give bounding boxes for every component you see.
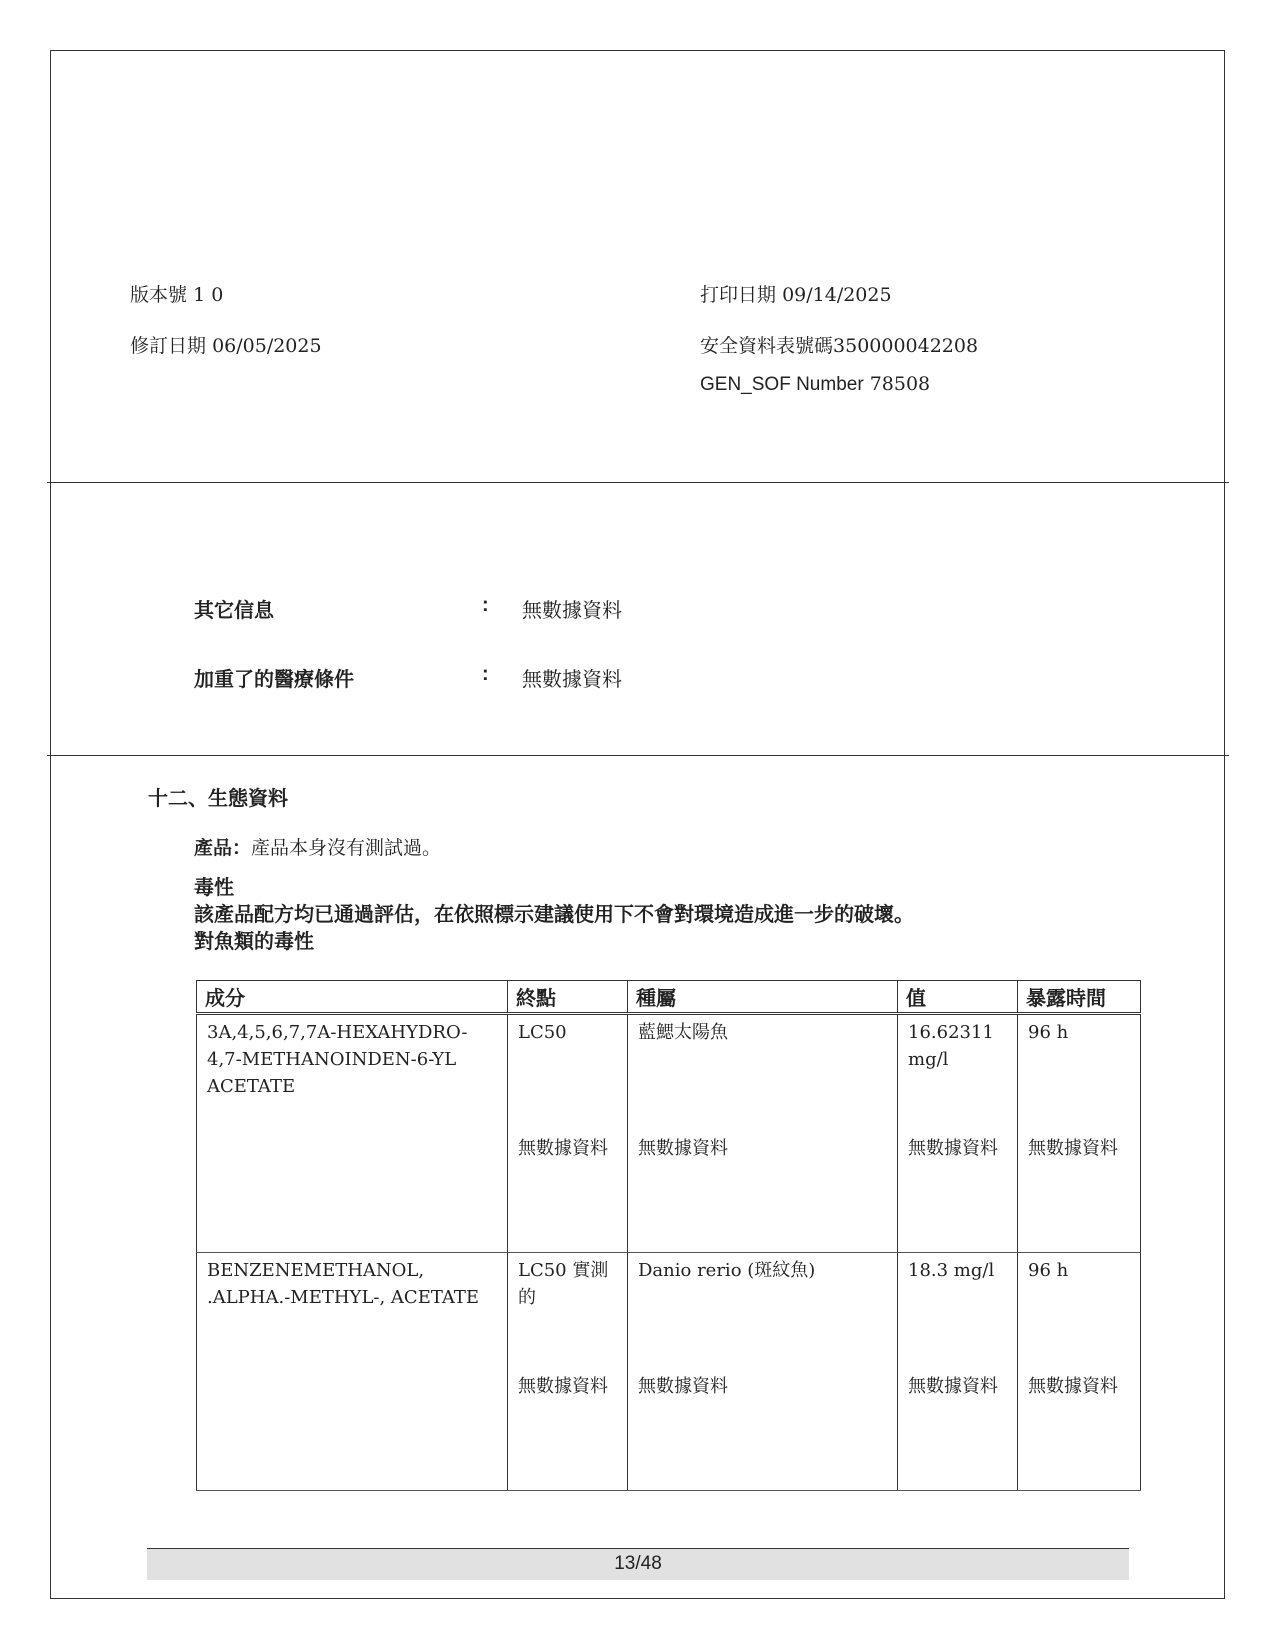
version-line — [130, 280, 223, 307]
print-date-line — [700, 280, 892, 307]
fish-toxicity-table — [196, 980, 1141, 1491]
version-value: 1 0 — [193, 284, 224, 306]
table-header-row — [197, 981, 1141, 1014]
toxicity-statement: 該產品配方均已通過評估，在依照標示建議使用下不會對環境造成進一步的破壞。 — [194, 904, 914, 926]
cell-ingredient — [197, 1369, 508, 1491]
print-date-value: 09/14/2025 — [782, 284, 892, 306]
gen-sof-value: 78508 — [869, 373, 931, 395]
toxicity-heading: 毒性 — [194, 877, 234, 899]
cell-ingredient — [197, 1131, 508, 1253]
cell-exposure: 無數據資料 — [1018, 1131, 1141, 1253]
sds-number-line — [700, 331, 978, 358]
cell-exposure: 96 h — [1018, 1253, 1141, 1370]
medical-conditions-label: 加重了的醫療條件 — [194, 669, 354, 691]
cell-ingredient: 3A,4,5,6,7,7A-HEXAHYDRO-4,7-METHANOINDEN-6-YL ACETATE — [197, 1014, 508, 1132]
page-footer — [147, 1548, 1129, 1580]
table-row — [197, 1369, 1141, 1491]
revision-line — [130, 331, 322, 358]
section-divider — [47, 755, 1229, 756]
version-label: 版本號 — [130, 284, 188, 306]
page-number: 13/48 — [614, 1553, 662, 1574]
cell-value: 16.62311 mg/l — [898, 1014, 1018, 1132]
cell-ingredient: BENZENEMETHANOL, .ALPHA.-METHYL-, ACETATE — [197, 1253, 508, 1370]
cell-species: 無數據資料 — [628, 1131, 898, 1253]
cell-value: 18.3 mg/l — [898, 1253, 1018, 1370]
table-row — [197, 1253, 1141, 1370]
cell-species: 無數據資料 — [628, 1369, 898, 1491]
fish-toxicity-heading: 對魚類的毒性 — [194, 931, 314, 953]
col-header-endpoint: 終點 — [508, 981, 628, 1014]
col-header-value: 值 — [898, 981, 1018, 1014]
col-header-species: 種屬 — [628, 981, 898, 1014]
gen-sof-label: GEN_SOF Number — [700, 374, 864, 395]
product-line — [194, 833, 441, 860]
col-header-exposure: 暴露時間 — [1018, 981, 1141, 1014]
other-info-colon: : — [482, 594, 489, 616]
medical-conditions-value: 無數據資料 — [522, 667, 622, 691]
other-info-label: 其它信息 — [194, 600, 274, 622]
cell-species: Danio rerio (斑紋魚) — [628, 1253, 898, 1370]
cell-endpoint: LC50 實測的 — [508, 1253, 628, 1370]
cell-endpoint: 無數據資料 — [508, 1131, 628, 1253]
revision-value: 06/05/2025 — [212, 335, 322, 357]
other-info-value: 無數據資料 — [522, 598, 622, 622]
product-text: 產品本身沒有測試過。 — [251, 837, 442, 859]
medical-conditions-colon: : — [482, 663, 489, 685]
cell-endpoint: 無數據資料 — [508, 1369, 628, 1491]
col-header-ingredient: 成分 — [197, 981, 508, 1014]
sds-number-label: 安全資料表號碼 — [700, 335, 834, 357]
revision-label: 修訂日期 — [130, 335, 207, 357]
section-title: 十二、生態資料 — [148, 788, 288, 810]
cell-exposure: 無數據資料 — [1018, 1369, 1141, 1491]
cell-value: 無數據資料 — [898, 1369, 1018, 1491]
cell-value: 無數據資料 — [898, 1131, 1018, 1253]
sds-number-value: 350000042208 — [833, 335, 979, 357]
product-label: 產品： — [194, 838, 252, 859]
table-row — [197, 1014, 1141, 1132]
cell-exposure: 96 h — [1018, 1014, 1141, 1132]
print-date-label: 打印日期 — [700, 284, 777, 306]
cell-endpoint: LC50 — [508, 1014, 628, 1132]
cell-species: 藍鰓太陽魚 — [628, 1014, 898, 1132]
table-row — [197, 1131, 1141, 1253]
header-divider — [47, 482, 1229, 483]
gen-sof-line — [700, 373, 930, 396]
